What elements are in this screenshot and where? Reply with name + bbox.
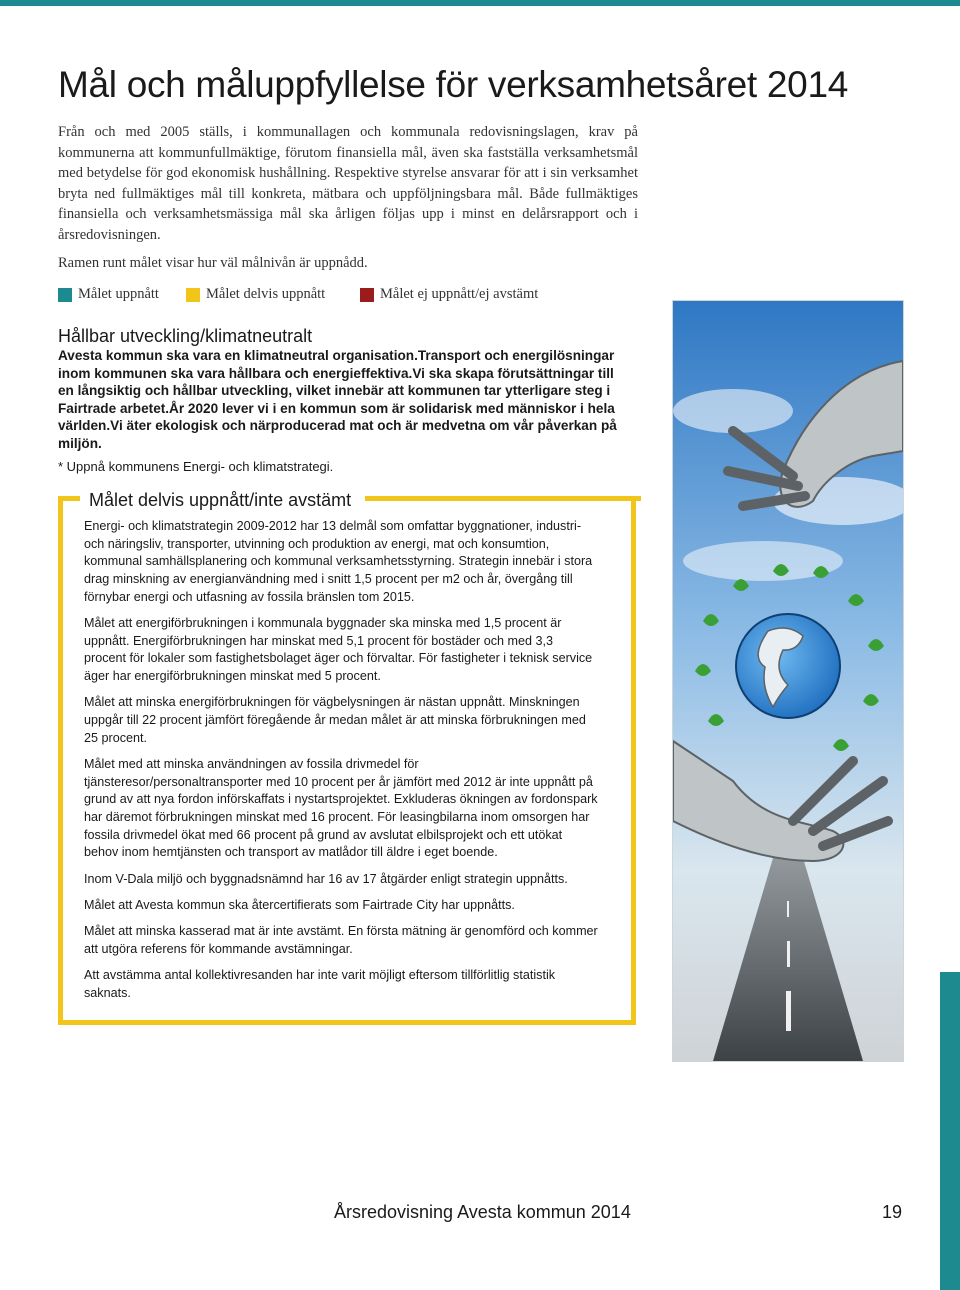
road-marking: [787, 941, 790, 967]
legend-swatch-red: [360, 288, 374, 302]
illustration-graphic: [673, 301, 903, 1061]
intro-paragraph: Från och med 2005 ställs, i kommunallagen och kommunala redovisningslagen, krav på kommunerna att kommunfullmäktige, förutom finansiella mål, även ska fastställa verksamhetsmål med betydelse för god ekonomisk hushållning. Respektive styrelse ansvarar för att i sin verksamhet bryta ned fullmäktiges mål till konkreta, mätbara och uppföljningsbara mål. Både fullmäktiges finansiella och verksamhetsmässiga mål ska årligen följas upp i minst en delårsrapport och i årsredovisningen.: [58, 124, 638, 243]
top-accent-bar: [0, 0, 960, 6]
legend-item-not-achieved: [360, 286, 538, 303]
legend-swatch-teal: [58, 288, 72, 302]
intro-text: [58, 122, 638, 282]
status-paragraph: Målet att minska energiförbrukningen för vägbelysningen är nästan uppnått. Minskningen uppgår till 22 procent jämfört föregående år medan målet är att minska förbrukningen med 25 procent.: [84, 695, 586, 745]
status-paragraph: Inom V-Dala miljö och byggnadsnämnd har 16 av 17 åtgärder enligt strategin uppnåtts.: [84, 871, 568, 886]
status-title: Målet delvis uppnått/inte avstämt: [89, 490, 352, 510]
page-title: Mål och måluppfyllelse för verksamhetsåret 2014: [58, 64, 849, 105]
legend-swatch-yellow: [186, 288, 200, 302]
status-paragraph: Målet att minska kasserad mat är inte avstämt. En första mätning är genomförd och kommer att utgöra referens för kommande avstämningar.: [84, 924, 598, 956]
status-frame: [58, 490, 636, 1025]
footnote: * Uppnå kommunens Energi- och klimatstrategi.: [58, 459, 334, 474]
section-title: Hållbar utveckling/klimatneutralt: [58, 326, 313, 346]
intro-frame-note: Ramen runt målet visar hur väl målnivån är uppnådd.: [58, 255, 368, 271]
legend-label: Målet delvis uppnått: [206, 286, 326, 302]
road-marking: [786, 991, 791, 1031]
goal-statement: Avesta kommun ska vara en klimatneutral organisation.Transport och energilösningar inom kommunen ska vara hållbara och energieffektiva.Vi ska skapa förutsättningar till en långsiktig och hållbar utveckling, vilket innebär att kommunen tar ytterligare steg i Fairtrade arbetet.År 2020 lever vi i en kommun som är solidarisk med människor i hela världen.Vi äter ekologisk och närproducerad mat och är medvetna om vår påverkan på miljön.: [58, 348, 617, 451]
side-accent-bar: [940, 972, 960, 1290]
status-paragraph: Målet att Avesta kommun ska återcertifierats som Fairtrade City har uppnåtts.: [84, 897, 515, 912]
footer-title: Årsredovisning Avesta kommun 2014: [334, 1202, 631, 1222]
status-paragraph: Målet med att minska användningen av fossila drivmedel för tjänsteresor/personaltransporter med 10 procent per år jämfört med 2012 är inte uppnått på grund av att nya fordon införskaffats i nystartsprojektet. Exkluderas ökningen av fordonspark har däremot förbrukningen minskat med 16 procent. För leasingbilarna inom omsorgen har fossila drivmedel ökat med 66 procent på grund av avslutat elbilsprojekt och ett utökat behov inom hemtjänsten och transport av matlådor till äldre i eget boende.: [84, 756, 598, 860]
page-number: 19: [882, 1202, 903, 1222]
frame-top-left: [58, 496, 80, 501]
legend-item-achieved: [58, 286, 159, 303]
road-marking: [787, 901, 789, 917]
climate-illustration: [672, 300, 904, 1062]
status-paragraph: Att avstämma antal kollektivresanden har inte varit möjligt eftersom tillförlitlig statistik saknats.: [84, 967, 556, 1000]
status-paragraph: Energi- och klimatstrategin 2009-2012 har 13 delmål som omfattar byggnationer, industri- och näringsliv, transporter, utvinning och produktion av energi, mat och konsumtion, kommunal samhällsplanering och kommunal verksamhetsstyrning. Strategin innebär i stora drag minskning av energianvändning med i snitt 1,5 procent per m2 och år, övergång till förnybar energi och utfasning av fossila bränslen tom 2015.: [84, 519, 593, 604]
legend: [58, 286, 658, 306]
legend-label: Målet ej uppnått/ej avstämt: [380, 286, 539, 302]
status-paragraph: Målet att energiförbrukningen i kommunala byggnader ska minska med 1,5 procent är uppnått. Energiförbrukningen har minskat med 5,1 procent för bostäder och med 3,3 procent för lokaler som fastighetsbolaget äger och förvaltar. För fastigheter i teknisk service äger har energiförbrukningen minskat med 5 procent.: [84, 616, 593, 684]
status-body: [84, 518, 598, 1011]
legend-item-partial: [186, 286, 325, 303]
frame-top-right: [365, 496, 641, 501]
legend-label: Målet uppnått: [78, 286, 159, 302]
